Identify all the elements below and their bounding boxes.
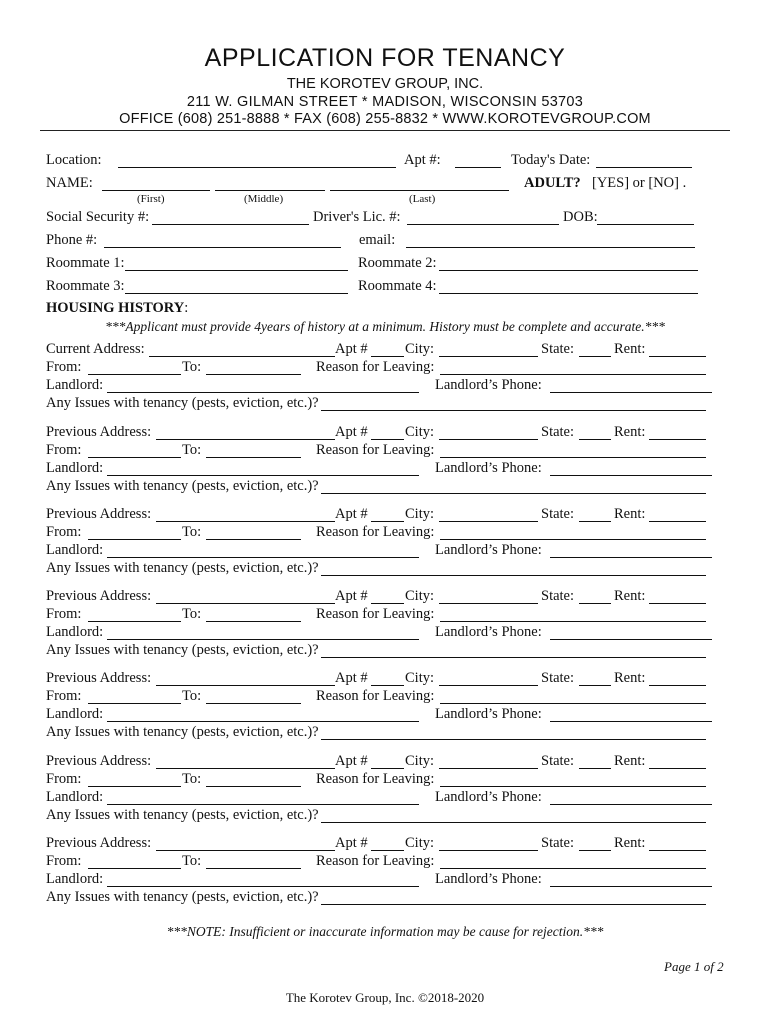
apt-field[interactable] [371,850,404,851]
from-label: From: [46,771,82,787]
landlord-phone-field[interactable] [550,475,712,476]
from-label: From: [46,359,82,375]
from-field[interactable] [88,621,181,622]
issues-label: Any Issues with tenancy (pests, eviction, etc.)? [46,395,319,411]
roommate3-label: Roommate 3: [46,278,125,294]
adult-options[interactable]: [YES] or [NO] . [592,175,687,191]
issues-field[interactable] [321,410,706,411]
city-label: City: [405,424,435,440]
landlord-phone-field[interactable] [550,721,712,722]
to-label: To: [182,688,202,704]
landlord-field[interactable] [107,721,419,722]
copyright-footer: The Korotev Group, Inc. ©2018-2020 [285,990,485,1005]
issues-field[interactable] [321,904,706,905]
rent-field[interactable] [649,685,706,686]
ssn-row [46,209,716,227]
phone-row [46,232,716,250]
city-field[interactable] [439,685,538,686]
to-label: To: [182,771,202,787]
state-label: State: [541,588,575,604]
apt-field[interactable] [455,167,501,168]
apt-field[interactable] [371,521,404,522]
rent-label: Rent: [614,835,646,851]
state-label: State: [541,506,575,522]
roommate1-field[interactable] [125,270,348,271]
landlord-phone-label: Landlord’s Phone: [435,542,542,558]
reason-field[interactable] [440,457,706,458]
landlord-phone-label: Landlord’s Phone: [435,789,542,805]
state-label: State: [541,670,575,686]
issues-label: Any Issues with tenancy (pests, eviction, etc.)? [46,889,319,905]
landlord-field[interactable] [107,557,419,558]
landlord-phone-field[interactable] [550,557,712,558]
apt-label: Apt # [335,670,368,686]
reason-field[interactable] [440,703,706,704]
address-block-previous-2 [0,506,770,582]
reason-label: Reason for Leaving: [316,606,435,622]
landlord-label: Landlord: [46,377,104,393]
reason-label: Reason for Leaving: [316,524,435,540]
rent-field[interactable] [649,850,706,851]
landlord-field[interactable] [107,475,419,476]
company-name: THE KOROTEV GROUP, INC. [286,76,484,92]
issues-label: Any Issues with tenancy (pests, eviction, etc.)? [46,724,319,740]
state-field[interactable] [579,521,611,522]
name-label: NAME: [46,175,93,191]
roommate2-label: Roommate 2: [358,255,437,271]
previous-address-label: Previous Address: [46,753,152,769]
state-field[interactable] [579,850,611,851]
roommate4-field[interactable] [439,293,698,294]
previous-address-label: Previous Address: [46,835,152,851]
issues-field[interactable] [321,739,706,740]
state-field[interactable] [579,439,611,440]
issues-field[interactable] [321,575,706,576]
previous-address-label: Previous Address: [46,670,152,686]
email-field[interactable] [406,247,695,248]
landlord-field[interactable] [107,392,419,393]
landlord-field[interactable] [107,886,419,887]
drivers-license-label: Driver's Lic. #: [313,209,401,225]
reason-label: Reason for Leaving: [316,359,435,375]
landlord-label: Landlord: [46,706,104,722]
from-field[interactable] [88,703,181,704]
middle-sublabel: (Middle) [244,193,284,205]
rent-field[interactable] [649,439,706,440]
landlord-phone-field[interactable] [550,392,712,393]
header-divider [40,130,730,131]
reason-field[interactable] [440,786,706,787]
from-label: From: [46,524,82,540]
apt-field[interactable] [371,439,404,440]
middle-name-field[interactable] [215,190,325,191]
city-field[interactable] [439,603,538,604]
housing-heading-colon: : [184,300,189,316]
apt-label: Apt # [335,341,368,357]
issues-label: Any Issues with tenancy (pests, eviction, etc.)? [46,642,319,658]
landlord-phone-label: Landlord’s Phone: [435,871,542,887]
city-field[interactable] [439,768,538,769]
to-label: To: [182,442,202,458]
to-field[interactable] [206,539,301,540]
last-name-field[interactable] [330,190,509,191]
roommate3-field[interactable] [125,293,348,294]
apt-label: Apt # [335,506,368,522]
housing-heading-text: HOUSING HISTORY [46,300,185,316]
last-sublabel: (Last) [409,193,436,205]
apt-label: Apt # [335,835,368,851]
city-field[interactable] [439,521,538,522]
dob-label: DOB: [563,209,598,225]
address-block-previous-6 [0,835,770,911]
landlord-phone-label: Landlord’s Phone: [435,377,542,393]
previous-address-field[interactable] [156,850,335,851]
apt-label: Apt # [335,753,368,769]
ssn-label: Social Security #: [46,209,150,225]
adult-label: ADULT? [524,175,581,191]
city-label: City: [405,835,435,851]
state-field[interactable] [579,356,611,357]
city-label: City: [405,341,435,357]
to-label: To: [182,853,202,869]
city-field[interactable] [439,356,538,357]
form-title: APPLICATION FOR TENANCY [204,44,566,72]
landlord-phone-label: Landlord’s Phone: [435,706,542,722]
landlord-phone-label: Landlord’s Phone: [435,460,542,476]
apt-field[interactable] [371,768,404,769]
reason-field[interactable] [440,868,706,869]
to-label: To: [182,359,202,375]
roommate4-label: Roommate 4: [358,278,437,294]
landlord-label: Landlord: [46,624,104,640]
rent-label: Rent: [614,424,646,440]
from-label: From: [46,442,82,458]
rent-field[interactable] [649,521,706,522]
reason-label: Reason for Leaving: [316,688,435,704]
phone-label: Phone #: [46,232,98,248]
previous-address-label: Previous Address: [46,424,152,440]
city-field[interactable] [439,850,538,851]
dob-field[interactable] [597,224,694,225]
landlord-label: Landlord: [46,871,104,887]
address-block-previous-4 [0,670,770,746]
to-field[interactable] [206,457,301,458]
apt-field[interactable] [371,685,404,686]
apt-label: Apt # [335,588,368,604]
from-field[interactable] [88,539,181,540]
city-label: City: [405,506,435,522]
roommate1-label: Roommate 1: [46,255,125,271]
rejection-note: ***NOTE: Insufficient or inaccurate information may be cause for rejection.*** [166,924,604,939]
state-label: State: [541,753,575,769]
reason-label: Reason for Leaving: [316,853,435,869]
location-field[interactable] [118,167,396,168]
landlord-phone-field[interactable] [550,886,712,887]
previous-address-label: Previous Address: [46,588,152,604]
to-field[interactable] [206,868,301,869]
roommate-row-1 [46,255,716,273]
state-label: State: [541,341,575,357]
ssn-field[interactable] [152,224,309,225]
landlord-phone-field[interactable] [550,639,712,640]
state-label: State: [541,424,575,440]
previous-address-field[interactable] [156,439,335,440]
previous-address-field[interactable] [156,685,335,686]
landlord-phone-label: Landlord’s Phone: [435,624,542,640]
issues-field[interactable] [321,493,706,494]
location-row [46,152,716,170]
todays-date-field[interactable] [596,167,692,168]
to-field[interactable] [206,374,301,375]
name-row [46,175,716,193]
landlord-field[interactable] [107,804,419,805]
reason-field[interactable] [440,539,706,540]
location-label: Location: [46,152,102,168]
state-label: State: [541,835,575,851]
issues-field[interactable] [321,657,706,658]
from-field[interactable] [88,457,181,458]
issues-label: Any Issues with tenancy (pests, eviction, etc.)? [46,807,319,823]
issues-field[interactable] [321,822,706,823]
address-block-previous-3 [0,588,770,664]
landlord-field[interactable] [107,639,419,640]
rent-label: Rent: [614,670,646,686]
rent-label: Rent: [614,506,646,522]
from-label: From: [46,688,82,704]
state-field[interactable] [579,603,611,604]
to-field[interactable] [206,703,301,704]
to-field[interactable] [206,786,301,787]
address-block-previous-5 [0,753,770,829]
from-label: From: [46,853,82,869]
phone-field[interactable] [104,247,341,248]
rent-label: Rent: [614,341,646,357]
rent-field[interactable] [649,603,706,604]
from-field[interactable] [88,868,181,869]
state-field[interactable] [579,768,611,769]
roommate-row-2 [46,278,716,296]
roommate2-field[interactable] [439,270,698,271]
from-field[interactable] [88,374,181,375]
rent-label: Rent: [614,753,646,769]
first-name-field[interactable] [102,190,210,191]
page-number: Page 1 of 2 [664,959,724,974]
todays-date-label: Today's Date: [511,152,591,168]
rent-field[interactable] [649,768,706,769]
company-address: 211 W. GILMAN STREET * MADISON, WISCONSIN 53703 [186,94,584,110]
rent-field[interactable] [649,356,706,357]
reason-field[interactable] [440,374,706,375]
to-label: To: [182,524,202,540]
apt-label: Apt # [335,424,368,440]
reason-label: Reason for Leaving: [316,442,435,458]
city-field[interactable] [439,439,538,440]
from-label: From: [46,606,82,622]
to-field[interactable] [206,621,301,622]
apt-field[interactable] [371,603,404,604]
reason-label: Reason for Leaving: [316,771,435,787]
city-label: City: [405,753,435,769]
address-block-current [0,341,770,417]
landlord-phone-field[interactable] [550,804,712,805]
previous-address-field[interactable] [156,521,335,522]
current-address-field[interactable] [149,356,335,357]
email-label: email: [359,232,396,248]
first-sublabel: (First) [137,193,165,205]
rent-label: Rent: [614,588,646,604]
issues-label: Any Issues with tenancy (pests, eviction, etc.)? [46,478,319,494]
housing-history-heading [46,300,716,318]
current-address-label: Current Address: [46,341,145,357]
city-label: City: [405,588,435,604]
previous-address-field[interactable] [156,603,335,604]
state-field[interactable] [579,685,611,686]
apt-field[interactable] [371,356,404,357]
city-label: City: [405,670,435,686]
company-contact: OFFICE (608) 251-8888 * FAX (608) 255-8832 * WWW.KOROTEVGROUP.COM [119,111,651,127]
landlord-label: Landlord: [46,542,104,558]
from-field[interactable] [88,786,181,787]
landlord-label: Landlord: [46,460,104,476]
issues-label: Any Issues with tenancy (pests, eviction, etc.)? [46,560,319,576]
address-block-previous-1 [0,424,770,500]
landlord-label: Landlord: [46,789,104,805]
apt-label: Apt #: [404,152,441,168]
drivers-license-field[interactable] [407,224,559,225]
reason-field[interactable] [440,621,706,622]
previous-address-field[interactable] [156,768,335,769]
previous-address-label: Previous Address: [46,506,152,522]
to-label: To: [182,606,202,622]
housing-instruction: ***Applicant must provide 4years of history at a minimum. History must be complete and accurate.*** [105,319,665,334]
